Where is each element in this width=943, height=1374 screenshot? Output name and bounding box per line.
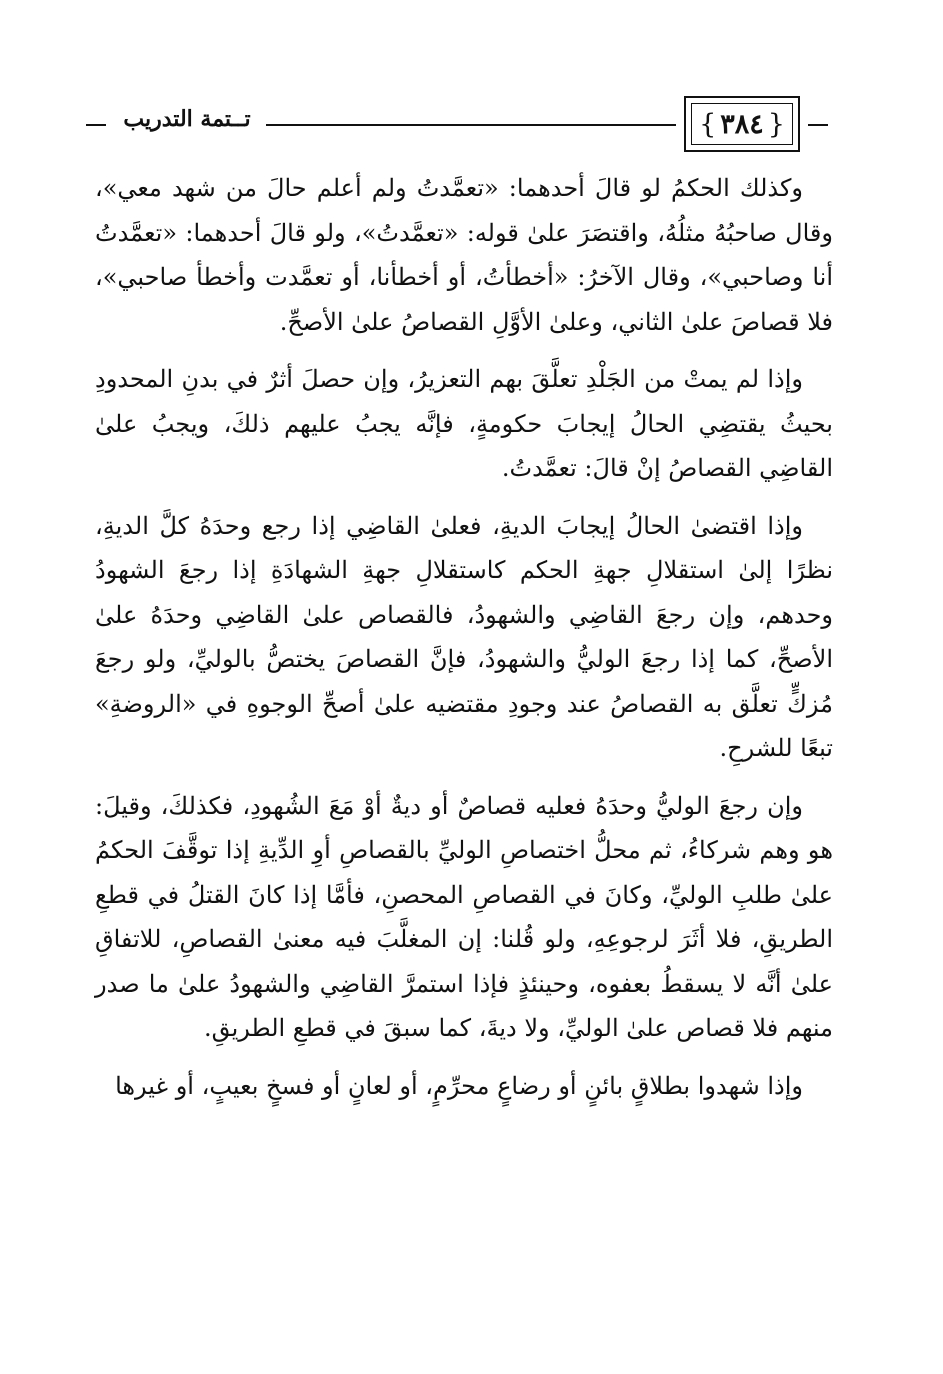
running-title: تــتمة التدريب: [123, 106, 251, 132]
header-rule-middle: [266, 124, 676, 126]
page-number-frame: [684, 96, 800, 152]
header-rule-right: [808, 124, 828, 126]
page-header: [86, 96, 828, 156]
paragraph-2: وإذا لم يمتْ من الجَلْدِ تعلَّقَ بهم التعزيرُ، وإن حصلَ أثرٌ في بدنِ المحدودِ بحيثُ يقتضِي الحالُ إيجابَ حكومةٍ، فإنَّه يجبُ عليهم ذلكَ، ويجبُ علىٰ القاضِي القصاصُ إنْ قالَ: تعمَّدتُ.: [95, 365, 833, 482]
page-number-inner-frame: [691, 103, 793, 145]
brace-close-icon: }: [699, 108, 717, 140]
paragraph-3: وإذا اقتضىٰ الحالُ إيجابَ الديةِ، فعلىٰ القاضِي إذا رجع وحدَهُ كلَّ الديةِ، نظرًا إلىٰ استقلالِ جهةِ الحكم كاستقلالِ جهةِ الشهادَةِ إذا رجعَ الشهودُ وحدهم، وإن رجعَ القاضِي والشهودُ، فالقصاص علىٰ القاضِي وحدَهُ علىٰ الأصحِّ، كما إذا رجعَ الوليُّ والشهودُ، فإنَّ القصاصَ يختصُّ بالوليِّ، ولو رجعَ مُزكٍّ تعلَّق به القصاصُ عند وجودِ مقتضيه علىٰ أصحِّ الوجوهِ في «الروضةِ» تبعًا للشرحِ.: [95, 511, 833, 762]
brace-open-icon: {: [767, 108, 785, 140]
header-rule-left: [86, 124, 106, 126]
paragraph-1: وكذلك الحكمُ لو قالَ أحدهما: «تعمَّدتُ ولم أعلم حالَ من شهد معي»، وقال صاحبُهُ مثلُهُ، واقتصَرَ علىٰ قوله: «تعمَّدتُ»، ولو قالَ أحدهما: «تعمَّدتُ أنا وصاحبي»، وقال الآخرُ: «أخطأتُ، أو أخطأنا، أو تعمَّدت وأخطأ صاحبي»، فلا قصاصَ علىٰ الثاني، وعلىٰ الأوَّلِ القصاصُ علىٰ الأصحِّ.: [95, 174, 833, 336]
body-text: [95, 166, 833, 1108]
paragraph-5: وإذا شهدوا بطلاقٍ بائنٍ أو رضاعٍ محرِّمٍ، أو لعانٍ أو فسخٍ بعيبٍ، أو غيرها: [115, 1071, 803, 1100]
paragraph-4: وإن رجعَ الوليُّ وحدَهُ فعليه قصاصٌ أو ديةٌ أوْ مَعَ الشُهودِ، فكذلكَ، وقيلَ: هو وهم شركاءُ، ثم محلُّ اختصاصِ الوليِّ بالقصاصِ أوِ الدِّيةِ إذا توقَّفَ الحكمُ علىٰ طلبِ الوليِّ، وكانَ في القصاصِ المحصنِ، فأمَّا إذا كانَ القتلُ في قطعِ الطريقِ، فلا أثَرَ لرجوعِهِ، ولو قُلنا: إن المغلَّبَ فيه معنىٰ القصاصِ، للاتفاقِ علىٰ أنَّه لا يسقطُ بعفوه، وحينئذٍ فإذا استمرَّ القاضِي والشهودُ علىٰ ما صدر منهم فلا قصاص علىٰ الوليِّ، ولا ديةَ، كما سبقَ في قطعِ الطريقِ.: [95, 791, 833, 1042]
page-number: ٣٨٤: [720, 108, 764, 140]
